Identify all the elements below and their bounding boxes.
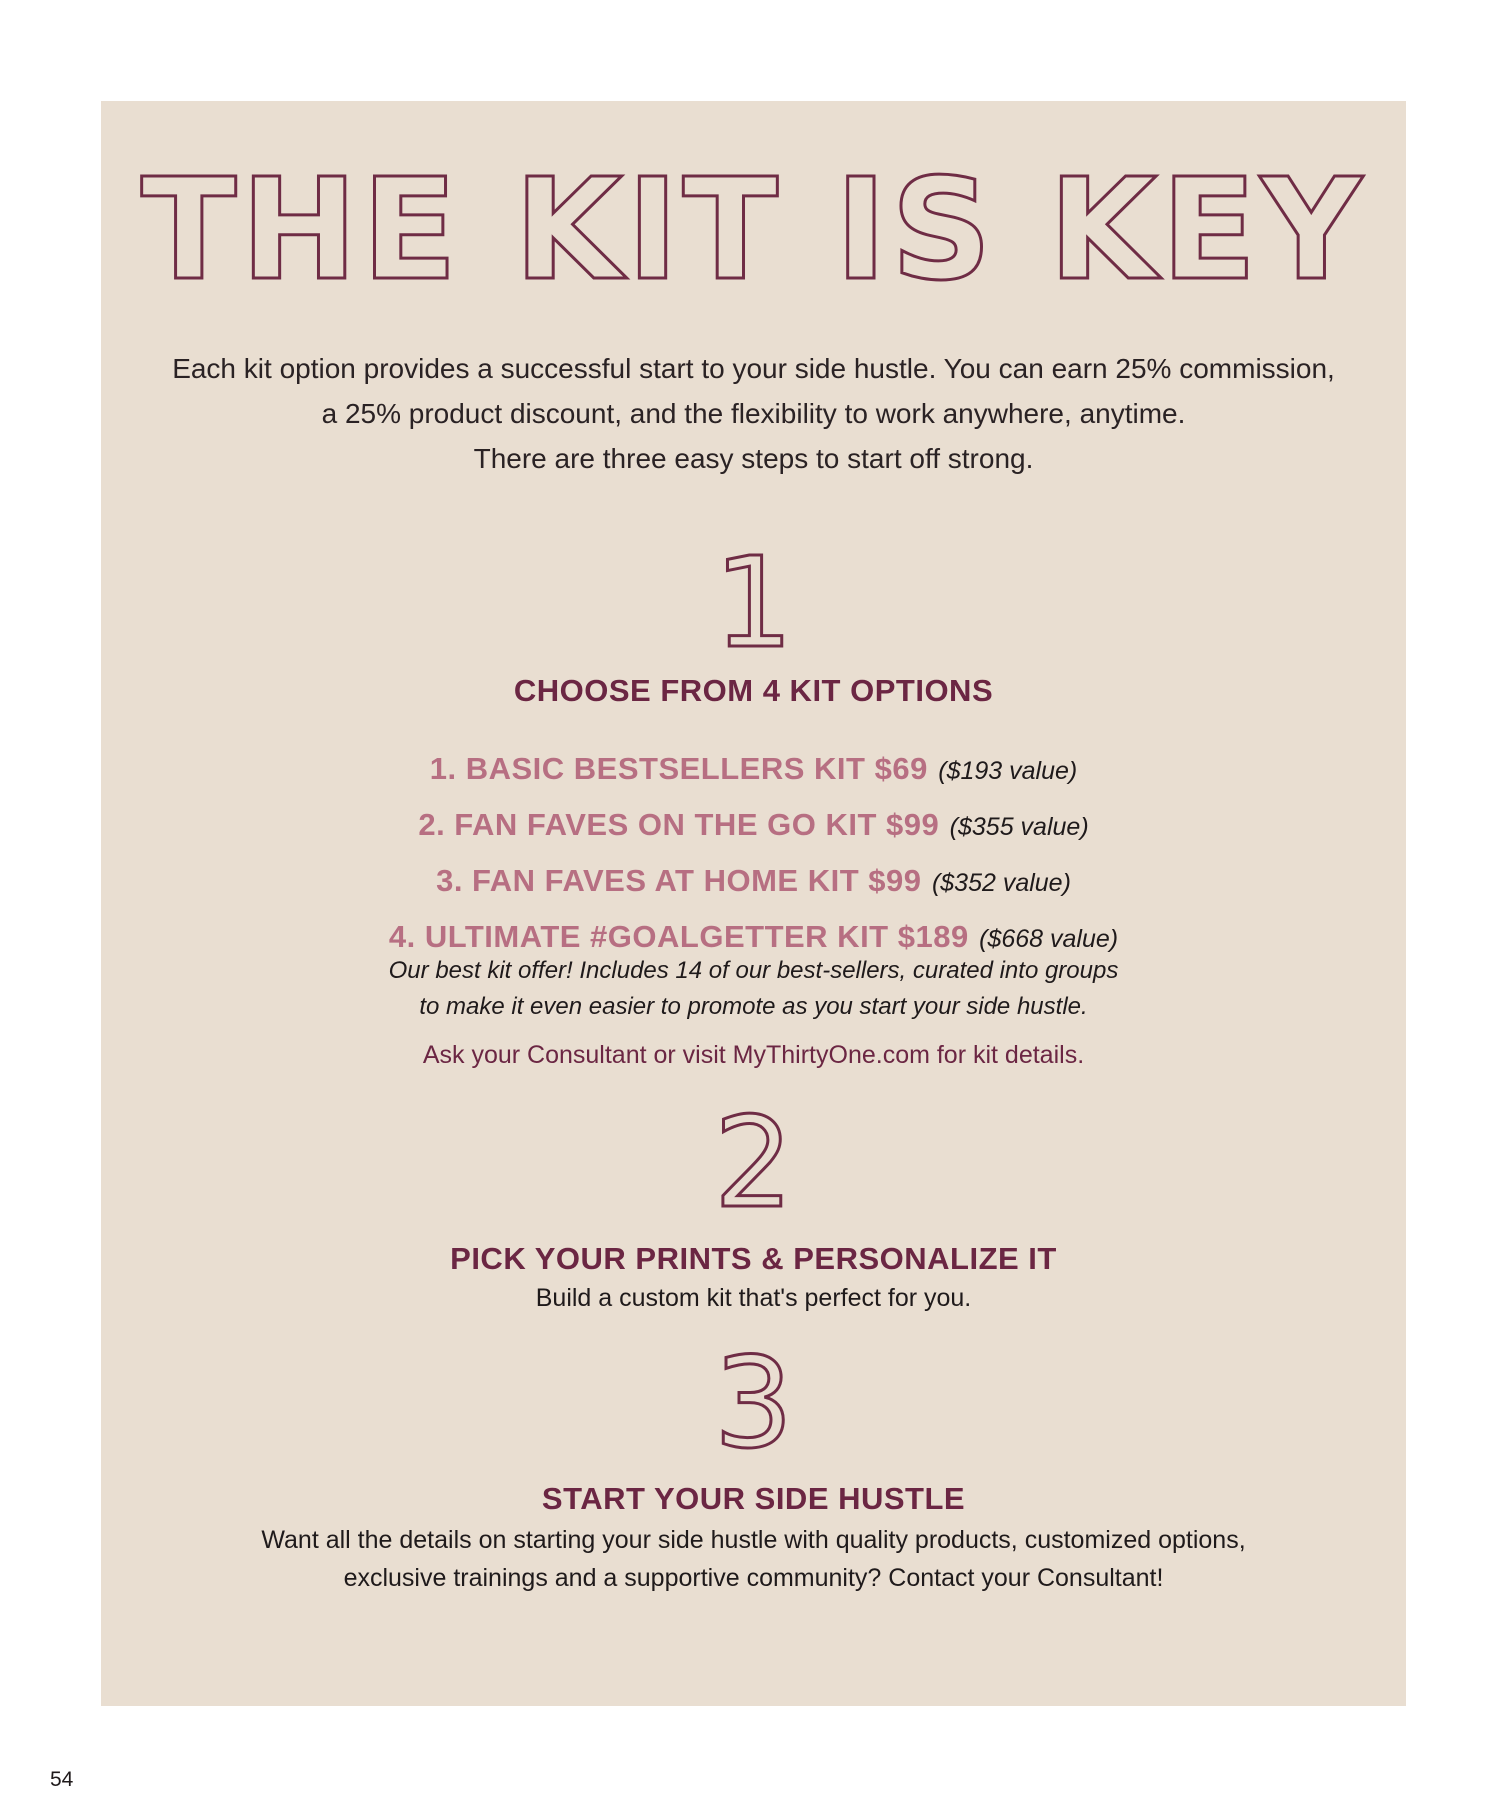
kit-note [101,953,1406,1025]
kit-note-line-1: Our best kit offer! Includes 14 of our best-sellers, curated into groups [388,957,1119,984]
kit-options-list [101,741,1406,965]
step-2-title: PICK YOUR PRINTS & PERSONALIZE IT [450,1241,1057,1276]
kit-option-name: 1. BASIC BESTSELLERS KIT $69 [429,751,928,786]
kit-option-value: ($352 value) [931,869,1071,897]
consultant-callout: Ask your Consultant or visit MyThirtyOne.com for kit details. [422,1041,1085,1069]
step-1-number: 1 [713,531,794,676]
kit-option-2 [101,797,1406,853]
kit-option-3 [101,853,1406,909]
content-panel [101,101,1406,1706]
kit-option-value: ($193 value) [938,757,1078,785]
step-3-body-line-2: exclusive trainings and a supportive community? Contact your Consultant! [343,1564,1164,1592]
kit-option-name: 3. FAN FAVES AT HOME KIT $99 [436,863,922,898]
step-3-body [101,1521,1406,1597]
intro-line-3: There are three easy steps to start off strong. [473,443,1034,474]
step-2-subtitle: Build a custom kit that's perfect for you. [535,1284,972,1312]
step-3-title: START YOUR SIDE HUSTLE [541,1481,966,1516]
kit-option-name: 4. ULTIMATE #GOALGETTER KIT $189 [388,919,969,954]
intro-line-1: Each kit option provides a successful start to your side hustle. You can earn 25% commission, [172,353,1335,384]
kit-option-value: ($668 value) [979,925,1119,953]
kit-note-line-2: to make it even easier to promote as you start your side hustle. [419,993,1088,1020]
step-2-number: 2 [713,1091,794,1236]
page-number: 54 [50,1768,74,1791]
kit-option-value: ($355 value) [949,813,1089,841]
intro-paragraph [101,346,1406,481]
kit-option-name: 2. FAN FAVES ON THE GO KIT $99 [418,807,940,842]
step-3-number: 3 [713,1331,794,1476]
step-3-body-line-1: Want all the details on starting your side hustle with quality products, customized options, [261,1526,1246,1554]
kit-option-1 [101,741,1406,797]
page-headline: THE KIT IS KEY [140,149,1366,312]
step-1-title: CHOOSE FROM 4 KIT OPTIONS [513,673,994,708]
intro-line-2: a 25% product discount, and the flexibility to work anywhere, anytime. [321,398,1186,429]
